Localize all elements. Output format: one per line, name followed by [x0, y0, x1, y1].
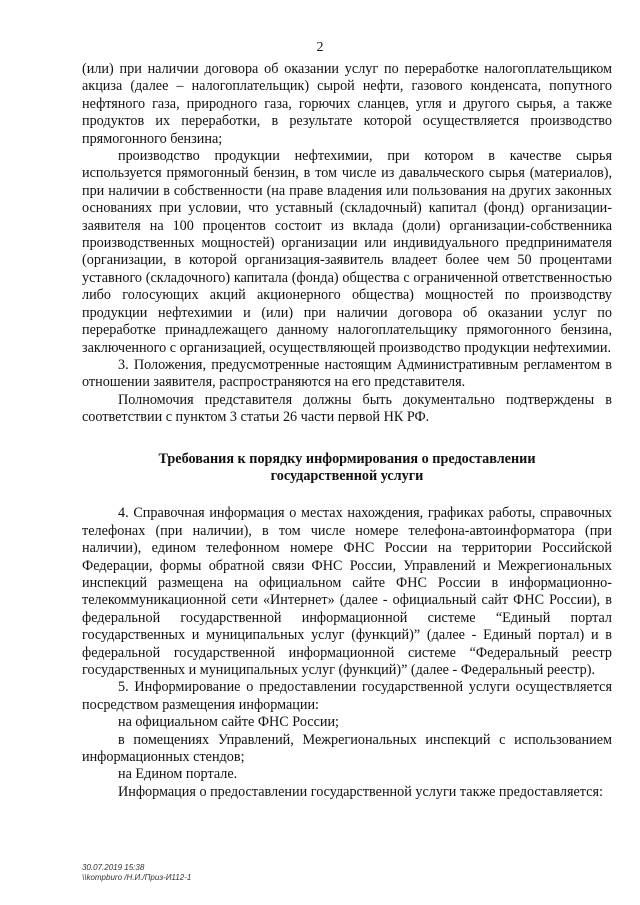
footer-timestamp: 30.07.2019 15:38 — [82, 863, 145, 872]
paragraph: 5. Информирование о предоставлении государственной услуги осуществляется посредством размещения информации: — [82, 679, 612, 713]
section-heading-line: государственной услуги — [270, 467, 424, 484]
page-number: 2 — [316, 40, 324, 55]
document-body — [82, 61, 612, 801]
paragraph: 4. Справочная информация о местах нахождения, графиках работы, справочных телефонах (при наличии), в том числе номере телефона-автоинформатора (при наличии), едином телефонном номере ФНС России на территории Российской Федерации, формы обратной связи ФНС России, Управлений и Межрегиональных инспекций размещена на официальном сайте ФНС России в информационно-телекоммуникационной сети «Интернет» (далее - официальный сайт ФНС России), в федеральной государственной информационной системе “Единый портал государственных и муниципальных услуг (функций)” (далее - Единый портал) и в федеральной государственной информационной системе “Федеральный реестр государственных и муниципальных услуг (функций)” (далее - Федеральный реестр). — [82, 505, 612, 678]
paragraph: на официальном сайте ФНС России; — [118, 714, 339, 731]
section-heading — [82, 451, 612, 486]
paragraph: в помещениях Управлений, Межрегиональных инспекций с использованием информационных стендов; — [82, 731, 612, 766]
document-footer — [82, 863, 191, 883]
paragraph: (или) при наличии договора об оказании услуг по переработке налогоплательщиком акциза (далее – налогоплательщик) сырой нефти, газового конденсата, попутного нефтяного газа, природного газа, горючих сланцев, угля и другого сырья, а также продуктов их переработки, в результате которой осуществляется производство прямогонного бензина; — [82, 61, 612, 147]
paragraph: 3. Положения, предусмотренные настоящим Административным регламентом в отношении заявителя, распространяются на его представителя. — [82, 356, 612, 391]
paragraph: Полномочия представителя должны быть документально подтверждены в соответствии с пунктом 3 статьи 26 части первой НК РФ. — [82, 391, 612, 426]
paragraph: на Едином портале. — [118, 766, 238, 783]
section-heading-line: Требования к порядку информирования о предоставлении — [158, 450, 536, 467]
footer-path: \\kompburo /Н.И./Приз-И112-1 — [82, 873, 192, 882]
paragraph: производство продукции нефтехимии, при котором в качестве сырья используется прямогонный бензин, в том числе из давальческого сырья (материалов), при наличии в собственности (на праве владения или пользования на других законных основаниях при условии, что уставный (складочный) капитал (фонд) организации-заявителя на 100 процентов состоит из вклада (доли) организации-собственника производственных мощностей) организации или индивидуального предпринимателя (организации, в которой организация-заявитель владеет более чем 50 процентами уставного (складочного) капитала (фонда) общества с ограниченной ответственностью либо голосующих акций акционерного общества) мощностей по производству продукции нефтехимии и (или) при наличии договора об оказании услуг по переработке принадлежащего данному налогоплательщику прямогонного бензина, заключенного с организацией, осуществляющей производство продукции нефтехимии. — [82, 148, 612, 356]
paragraph: Информация о предоставлении государственной услуги также предоставляется: — [118, 783, 603, 800]
